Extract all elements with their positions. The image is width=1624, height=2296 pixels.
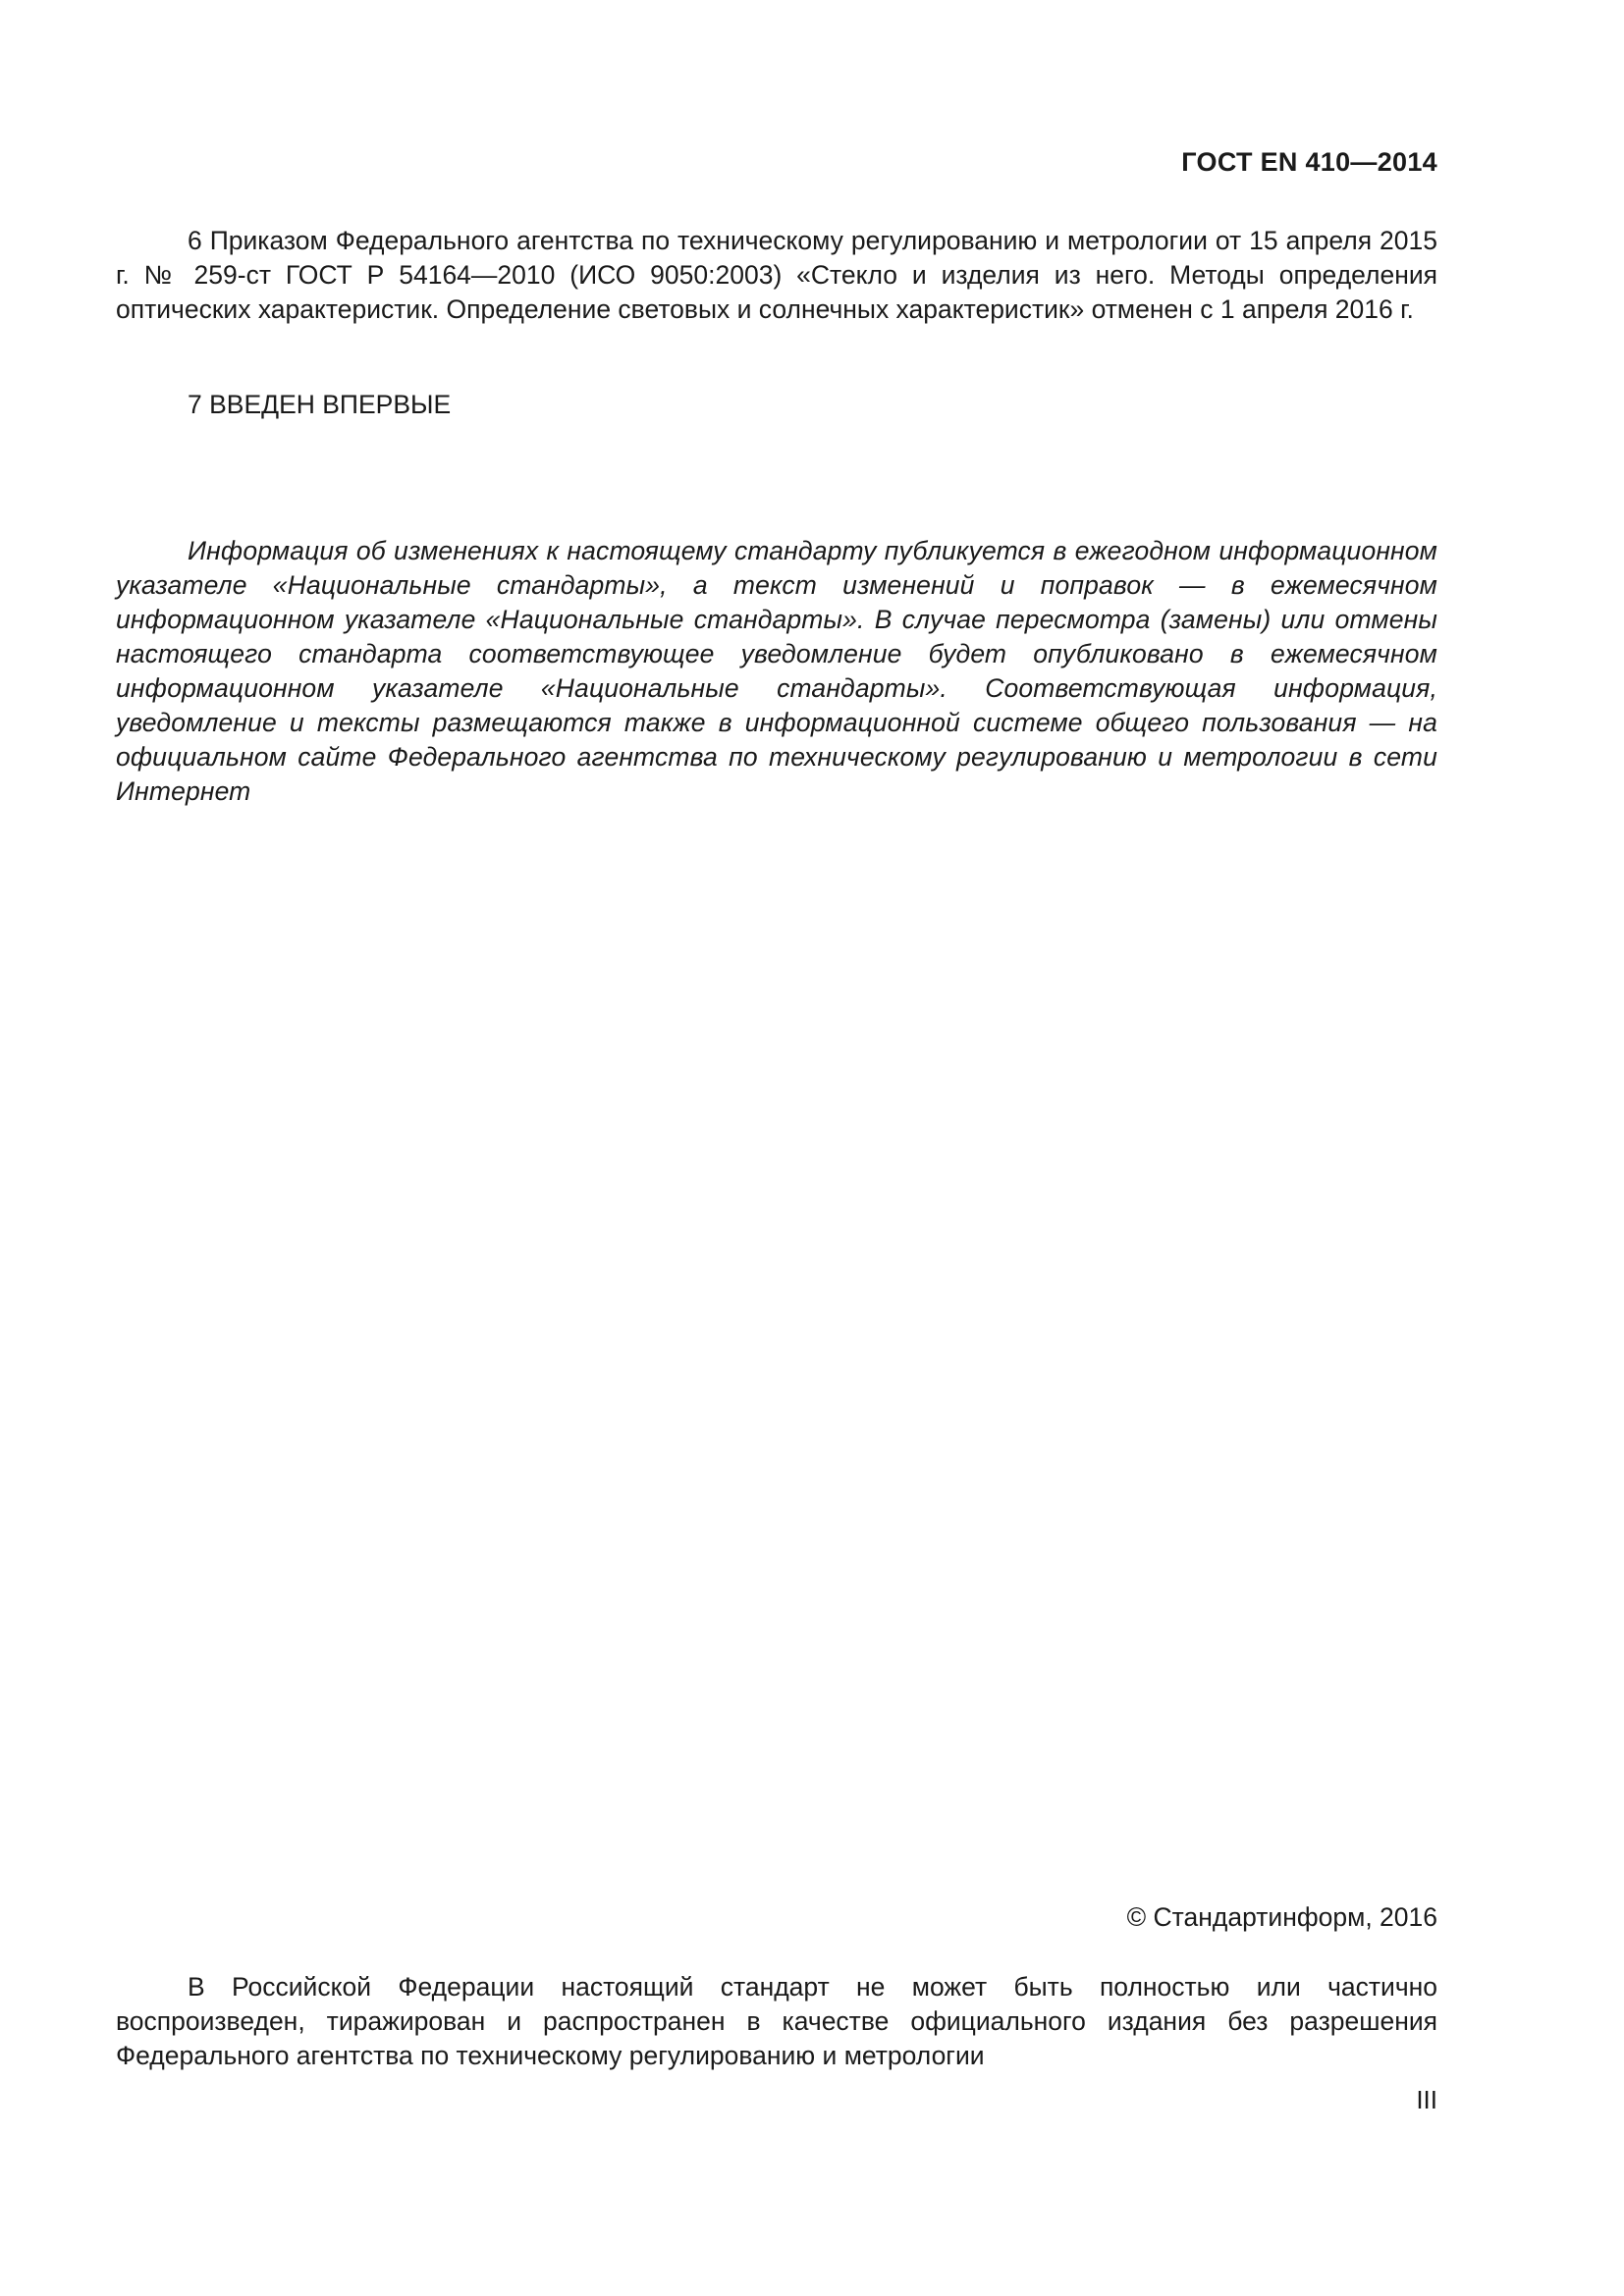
document-code: ГОСТ EN 410—2014 — [1181, 147, 1437, 177]
info-notice: Информация об изменениях к настоящему стандарту публикуется в ежегодном информационном указателе «Национальные стандарты», а текст изменений и поправок — в ежемесячном информационном указателе «Национальные стандарты». В случае пересмотра (замены) или отмены настоящего стандарта соответствующее уведомление будет опубликовано в ежемесячном информационном указателе «Национальные стандарты». Соответствующая информация, уведомление и тексты размещаются также в информационной системе общего пользования — на официальном сайте Федерального агентства по техническому регулированию и метрологии в сети Интернет — [116, 536, 1437, 806]
paragraph-7: 7 ВВЕДЕН ВПЕРВЫЕ — [188, 390, 452, 419]
copyright-line: © Стандартинформ, 2016 — [1126, 1902, 1437, 1932]
reproduction-notice: В Российской Федерации настоящий стандарт не может быть полностью или частично воспроизведен, тиражирован и распространен в качестве официального издания без разрешения Федерального агентства по техническому регулированию и метрологии — [116, 1972, 1437, 2070]
paragraph-6: 6 Приказом Федерального агентства по техническому регулированию и метрологии от 15 апреля 2015 г. № 259-ст ГОСТ Р 54164—2010 (ИСО 9050:2003) «Стекло и изделия из него. Методы определения оптических характеристик. Определение световых и солнечных характеристик» отменен с 1 апреля 2016 г. — [116, 226, 1437, 324]
page-number: III — [1416, 2085, 1437, 2114]
